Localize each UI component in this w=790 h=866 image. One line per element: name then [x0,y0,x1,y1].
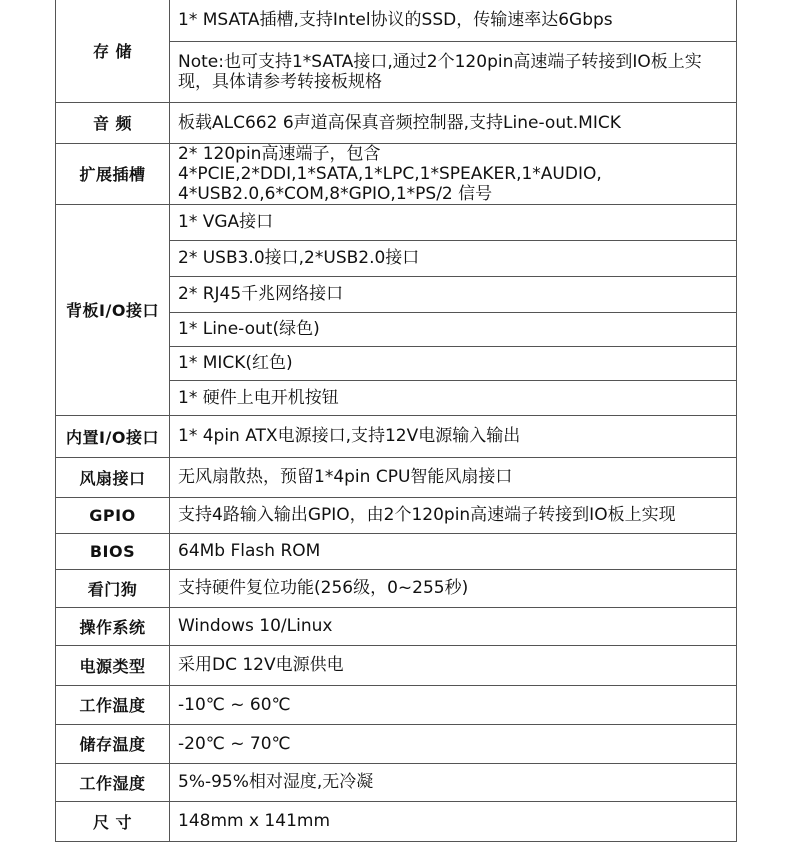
spec-value: 2* USB3.0接口,2*USB2.0接口 [170,240,737,276]
spec-row-bios [56,533,737,569]
spec-label-humidity: 工作湿度 [56,763,170,801]
spec-label-rear-io: 背板I/O接口 [56,204,170,415]
spec-value: 无风扇散热，预留1*4pin CPU智能风扇接口 [170,457,737,497]
spec-row-expansion [56,143,737,204]
spec-row-storage-temp [56,724,737,763]
spec-row-internal-io [56,415,737,457]
spec-value: 2* 120pin高速端子，包含4*PCIE,2*DDI,1*SATA,1*LPC,1*SPEAKER,1*AUDIO, 4*USB2.0,6*COM,8*GPIO,1*PS/2 信号 [170,143,737,204]
spec-label-storage-temp: 储存温度 [56,724,170,763]
spec-value: -10℃ ~ 60℃ [170,685,737,724]
spec-label-power: 电源类型 [56,645,170,685]
spec-label-operating-temp: 工作温度 [56,685,170,724]
spec-row-gpio [56,497,737,533]
spec-table [55,0,737,842]
spec-row-operating-temp [56,685,737,724]
spec-label-audio: 音 频 [56,102,170,143]
spec-row-watchdog [56,569,737,607]
spec-value: -20℃ ~ 70℃ [170,724,737,763]
spec-row-fan [56,457,737,497]
spec-label-gpio: GPIO [56,497,170,533]
spec-label-expansion: 扩展插槽 [56,143,170,204]
spec-row-audio [56,102,737,143]
spec-value: 2* RJ45千兆网络接口 [170,276,737,312]
spec-value: 1* MSATA插槽,支持Intel协议的SSD，传输速率达6Gbps [170,0,737,41]
spec-value: 1* 4pin ATX电源接口,支持12V电源输入输出 [170,415,737,457]
spec-label-dimensions: 尺 寸 [56,801,170,841]
spec-value: 采用DC 12V电源供电 [170,645,737,685]
spec-label-fan: 风扇接口 [56,457,170,497]
spec-value: 64Mb Flash ROM [170,533,737,569]
spec-row-os [56,607,737,645]
spec-row-power [56,645,737,685]
spec-value: 148mm x 141mm [170,801,737,841]
spec-value: 支持4路输入输出GPIO，由2个120pin高速端子转接到IO板上实现 [170,497,737,533]
spec-value: Note:也可支持1*SATA接口,通过2个120pin高速端子转接到IO板上实现，具体请参考转接板规格 [170,41,737,102]
spec-row-storage [56,0,737,41]
spec-value: 1* Line-out(绿色) [170,312,737,346]
spec-value: 板载ALC662 6声道高保真音频控制器,支持Line-out.MICK [170,102,737,143]
spec-label-os: 操作系统 [56,607,170,645]
spec-value: 1* VGA接口 [170,204,737,240]
spec-value: 1* MICK(红色) [170,346,737,380]
spec-label-watchdog: 看门狗 [56,569,170,607]
spec-label-storage: 存 储 [56,0,170,102]
spec-value: 1* 硬件上电开机按钮 [170,380,737,415]
spec-value: 支持硬件复位功能(256级，0~255秒) [170,569,737,607]
spec-value: Windows 10/Linux [170,607,737,645]
spec-row-dimensions [56,801,737,841]
spec-row-rear-io [56,204,737,240]
spec-row-humidity [56,763,737,801]
spec-label-bios: BIOS [56,533,170,569]
spec-value: 5%-95%相对湿度,无冷凝 [170,763,737,801]
spec-label-internal-io: 内置I/O接口 [56,415,170,457]
